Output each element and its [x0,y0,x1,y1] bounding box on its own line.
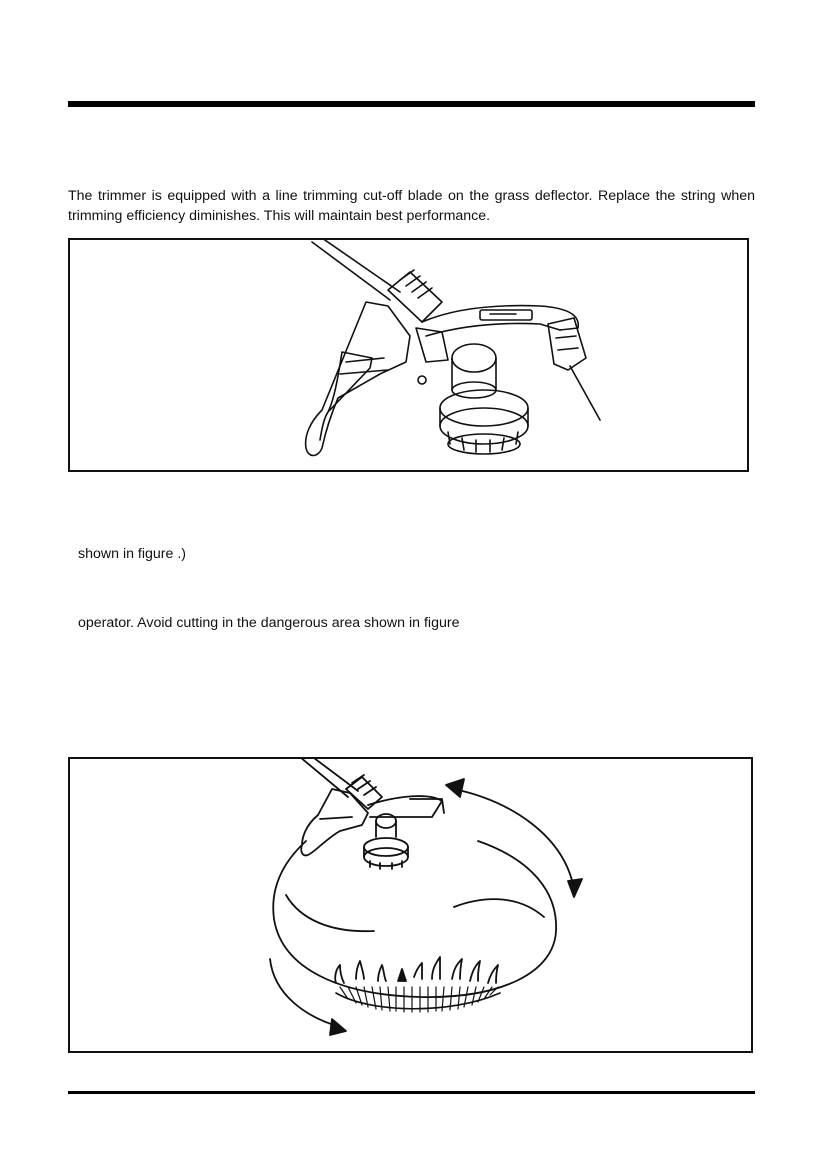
figure-line-cutoff-blade [68,238,749,472]
cutting-area-icon [70,759,755,1055]
trimmer-blade-icon [70,240,751,474]
intro-paragraph: The trimmer is equipped with a line trimming cut-off blade on the grass deflector. Replace the string when trimming efficiency diminishes. This will maintain best performance. [68,188,755,224]
instruction-line-1: shown in figure .) [78,546,187,562]
header-rule [68,101,755,107]
footer-rule [68,1091,755,1094]
figure-cutting-area [68,757,753,1053]
instruction-line-2: operator. Avoid cutting in the dangerous area shown in figure [78,615,460,631]
